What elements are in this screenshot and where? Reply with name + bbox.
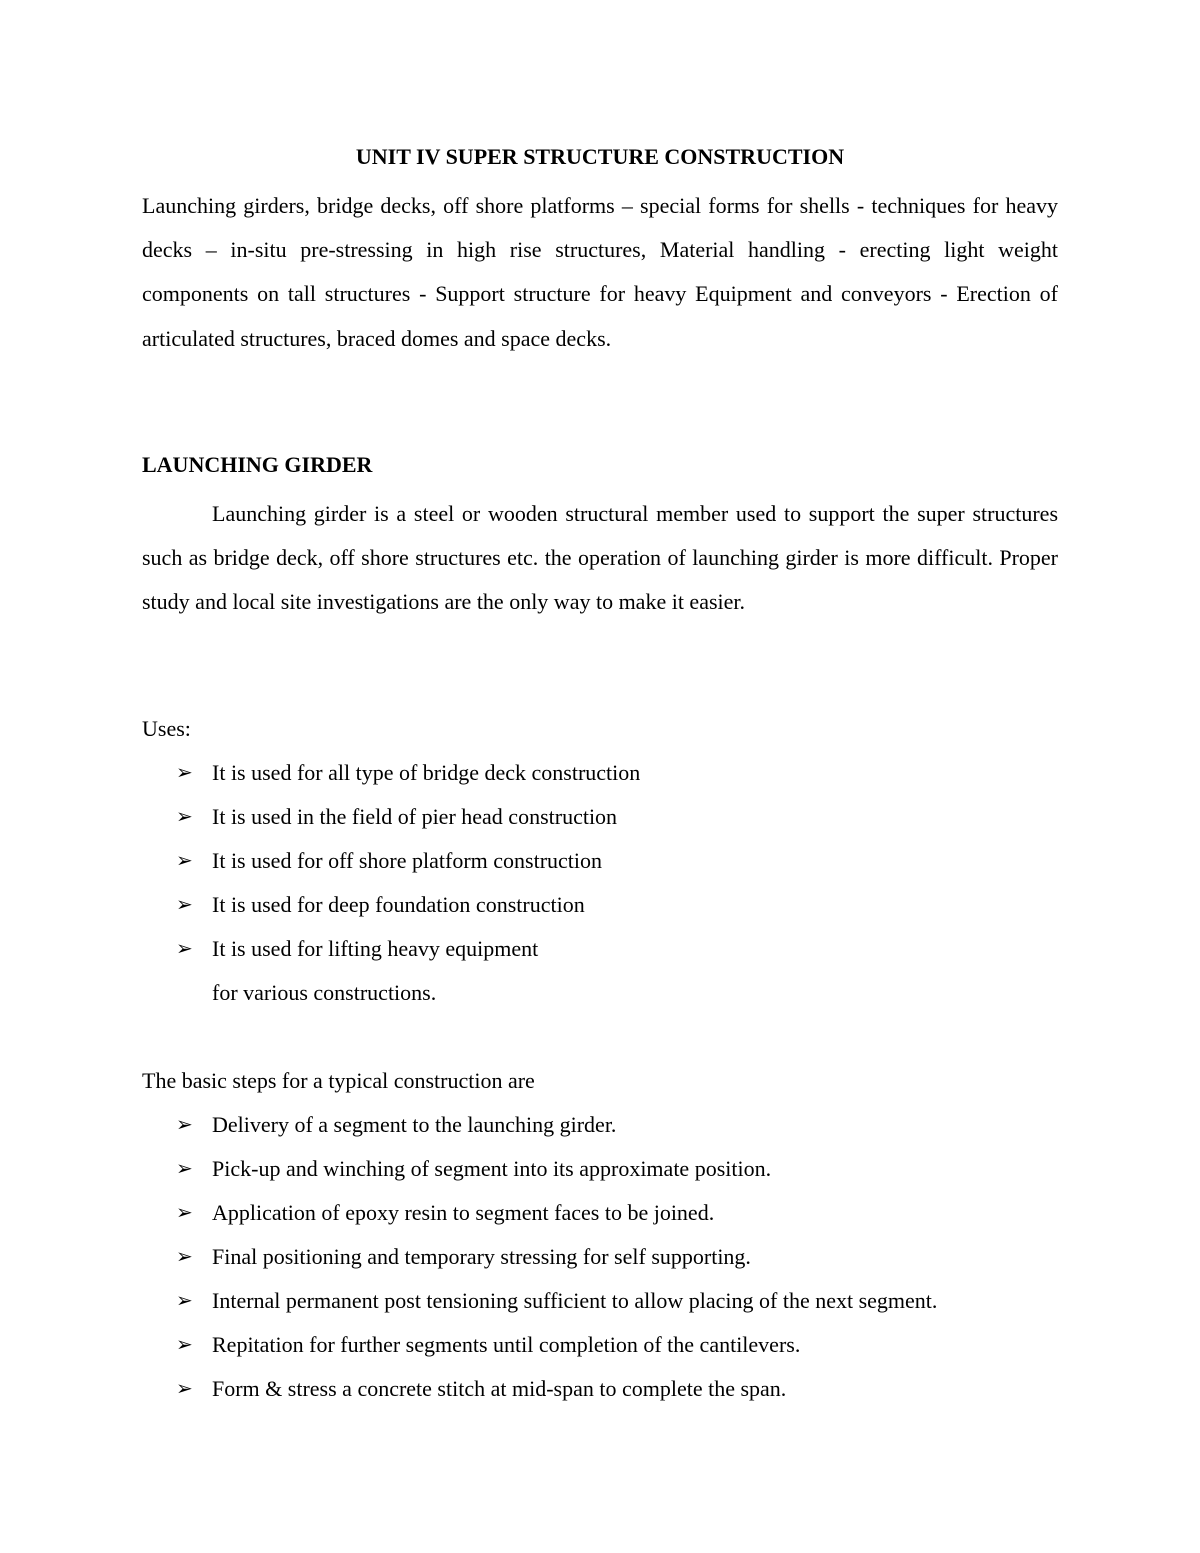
arrow-bullet-icon: ➢ [176,1246,193,1268]
list-item-text: It is used for deep foundation construction [212,892,585,917]
section-paragraph: Launching girder is a steel or wooden structural member used to support the super structures such as bridge deck, off shore structures etc. the operation of launching girder is more difficult. Proper study and local site investigations are the only way to make it easier. [142,501,1058,615]
list-item [176,1279,937,1323]
arrow-bullet-icon: ➢ [176,806,193,828]
page-title: UNIT IV SUPER STRUCTURE CONSTRUCTION [355,144,845,169]
arrow-bullet-icon: ➢ [176,762,193,784]
intro-paragraph: Launching girders, bridge decks, off shore platforms – special forms for shells - techniques for heavy decks – in-situ pre-stressing in high rise structures, Material handling - erecting light weight components on tall structures - Support structure for heavy Equipment and conveyors - Erection of articulated structures, braced domes and space decks. [142,193,1058,351]
list-item [176,1191,937,1235]
list-item-text: Final positioning and temporary stressing for self supporting. [212,1244,751,1269]
arrow-bullet-icon: ➢ [176,1114,193,1136]
list-item-text: Application of epoxy resin to segment faces to be joined. [212,1200,715,1225]
uses-list [176,751,640,1015]
steps-list [176,1103,937,1411]
list-item-continuation: for various constructions. [212,980,437,1005]
list-item [176,927,640,1015]
arrow-bullet-icon: ➢ [176,938,193,960]
section-heading: LAUNCHING GIRDER [142,452,373,477]
list-item [176,1367,937,1411]
list-item-text: It is used for off shore platform construction [212,848,603,873]
list-item [176,883,640,927]
list-item-text: It is used for lifting heavy equipment [212,936,539,961]
list-item [176,1235,937,1279]
list-item-text: Repitation for further segments until completion of the cantilevers. [212,1332,801,1357]
list-item [176,795,640,839]
arrow-bullet-icon: ➢ [176,894,193,916]
arrow-bullet-icon: ➢ [176,1334,193,1356]
list-item-text: It is used in the field of pier head construction [212,804,618,829]
list-item-text: Pick-up and winching of segment into its approximate position. [212,1156,772,1181]
list-item-text: Form & stress a concrete stitch at mid-span to complete the span. [212,1376,787,1401]
arrow-bullet-icon: ➢ [176,1378,193,1400]
list-item-text: It is used for all type of bridge deck construction [212,760,641,785]
list-item [176,1147,937,1191]
list-item [176,751,640,795]
list-item [176,839,640,883]
list-item [176,1103,937,1147]
list-item-text: Internal permanent post tensioning sufficient to allow placing of the next segment. [212,1288,938,1313]
list-item-text: Delivery of a segment to the launching girder. [212,1112,617,1137]
uses-label: Uses: [142,716,191,741]
arrow-bullet-icon: ➢ [176,1202,193,1224]
arrow-bullet-icon: ➢ [176,1290,193,1312]
list-item [176,1323,937,1367]
arrow-bullet-icon: ➢ [176,1158,193,1180]
arrow-bullet-icon: ➢ [176,850,193,872]
steps-label: The basic steps for a typical construction are [142,1068,535,1093]
